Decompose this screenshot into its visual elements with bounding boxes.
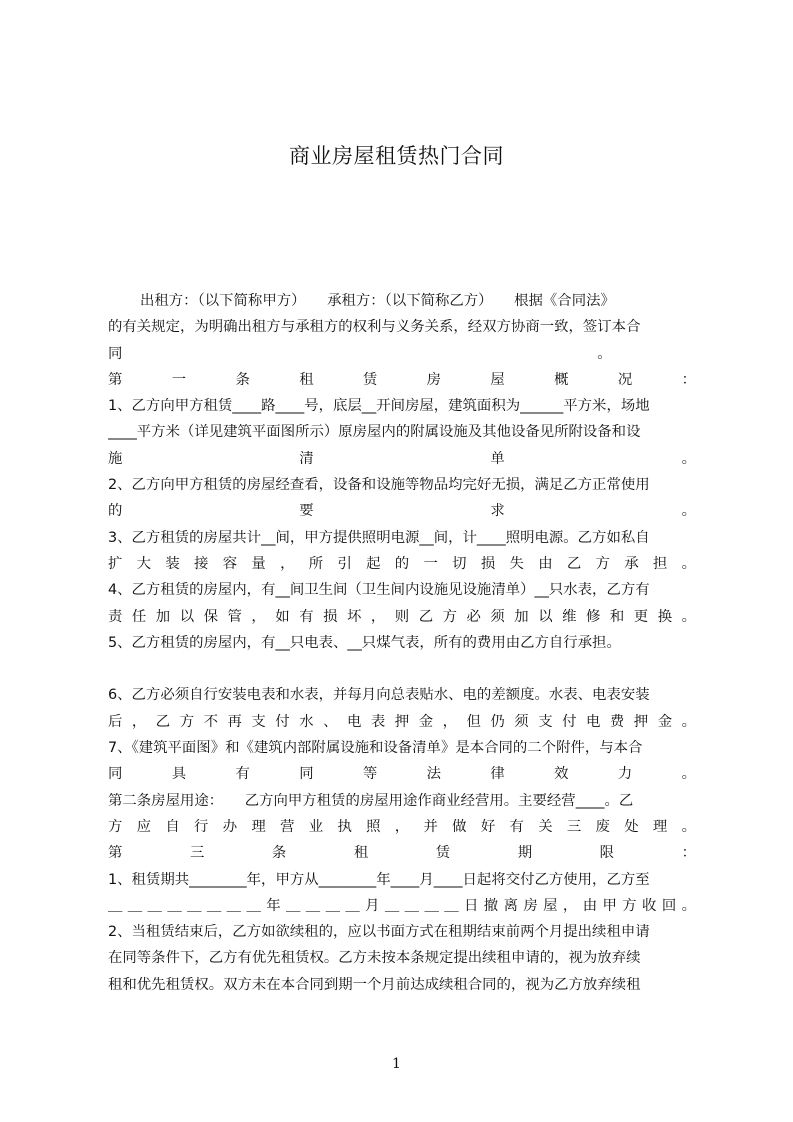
text-line: 的有关规定，为明确出租方与承租方的权利与义务关系，经双方协商一致，签订本合: [108, 319, 641, 336]
text-line: 同 。: [108, 345, 612, 362]
text-line: 5、乙方租赁的房屋内，有__只电表、__只煤气表，所有的费用由乙方自行承担。: [108, 634, 621, 651]
text-line: 租和优先租赁权。双方未在本合同到期一个月前达成续租合同的，视为乙方放弃续租: [108, 976, 641, 993]
blank-line: [108, 656, 696, 682]
contract-body: [108, 288, 696, 998]
text-line: 施 清 单 。: [108, 450, 696, 467]
text-line: 2、乙方向甲方租赁的房屋经查看，设备和设施等物品均完好无损，满足乙方正常使用: [108, 477, 650, 494]
text-line: 方应自行办理营业执照，并做好有关三废处理。: [108, 818, 696, 835]
text-line: 1、租赁期共________年，甲方从________年____月____日起将交付乙方使用，乙方至: [108, 871, 650, 888]
text-line: 4、乙方租赁的房屋内，有__间卫生间（卫生间内设施见设施清单）__只水表，乙方有: [108, 582, 650, 599]
text-line: ＿＿＿＿＿＿＿＿年＿＿＿＿月＿＿＿＿日撤离房屋，由甲方收回。: [108, 897, 696, 914]
text-line: 同 具 有 同 等 法 律 效 力 。: [108, 766, 696, 783]
text-line: 责任加以保管，如有损坏，则乙方必须加以维修和更换。: [108, 608, 696, 625]
text-line: 后，乙方不再支付水、电表押金，但仍须支付电费押金。: [108, 713, 696, 730]
document-title: 商业房屋租赁热门合同: [289, 144, 504, 168]
page-number: 1: [392, 1056, 401, 1072]
text-line: 6、乙方必须自行安装电表和水表，并每月向总表贴水、电的差额度。水表、电表安装: [108, 687, 650, 704]
text-line: ____平方米（详见建筑平面图所示）原房屋内的附属设施及其他设备见所附设备和设: [108, 424, 641, 441]
section-heading: 第 三 条 租 赁 期 限 ：: [108, 845, 696, 862]
text-line: 7、《建筑平面图》和《建筑内部附属设施和设备清单》是本合同的二个附件，与本合: [108, 740, 643, 757]
text-line: 出租方：（以下简称甲方） 承租方：（以下简称乙方） 根据《合同法》: [140, 293, 615, 309]
text-line: 1、乙方向甲方租赁____路____号，底层__开间房屋，建筑面积为______平方米，场地: [108, 398, 650, 415]
text-line: 2、当租赁结束后，乙方如欲续租的，应以书面方式在租期结束前两个月提出续租申请: [108, 924, 650, 941]
section-heading: 第 一 条 租 赁 房 屋 概 况 ：: [108, 371, 696, 388]
text-line: 的 要 求 。: [108, 503, 696, 520]
text-line: 3、乙方租赁的房屋共计__间，甲方提供照明电源__间，计____照明电源。乙方如私自: [108, 529, 650, 546]
text-line: 在同等条件下，乙方有优先租赁权。乙方未按本条规定提出续租申请的，视为放弃续: [108, 950, 641, 967]
section-heading: 第二条房屋用途： 乙方向甲方租赁的房屋用途作商业经营用。主要经营____。乙: [108, 792, 634, 809]
text-line: 扩大装接容量，所引起的一切损失由乙方承担。: [108, 555, 696, 572]
